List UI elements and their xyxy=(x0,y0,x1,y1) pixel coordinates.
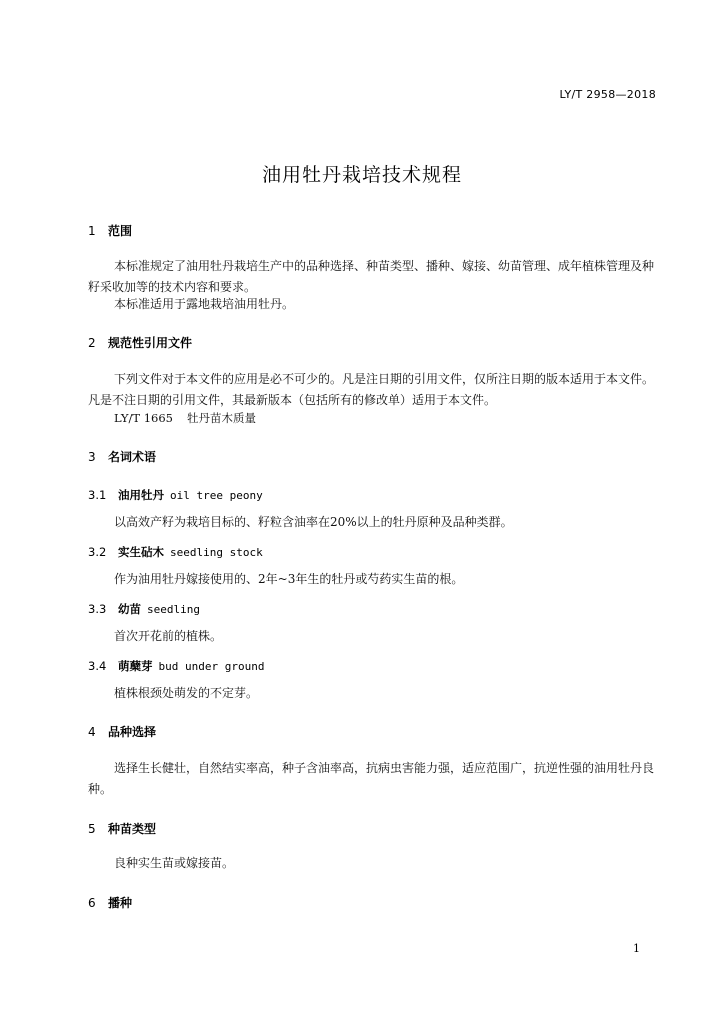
section-number: 2 xyxy=(88,336,96,350)
section-1-paragraph-1: 本标准规定了油用牡丹栽培生产中的品种选择、种苗类型、播种、嫁接、幼苗管理、成年植株管理及种籽采收加等的技术内容和要求。 xyxy=(88,259,655,294)
document-title: 油用牡丹栽培技术规程 xyxy=(261,164,462,186)
section-5-heading xyxy=(88,820,156,837)
reference-code: LY/T 1665 xyxy=(114,411,173,425)
section-4-heading xyxy=(88,723,156,740)
section-5-paragraph-1: 良种实生苗或嫁接苗。 xyxy=(114,856,235,870)
term-chinese: 油用牡丹 xyxy=(118,488,164,502)
term-english: oil tree peony xyxy=(170,489,263,502)
term-heading xyxy=(88,544,263,560)
section-number: 4 xyxy=(88,725,96,739)
section-number: 6 xyxy=(88,896,96,910)
term-definition: 首次开花前的植株。 xyxy=(114,629,223,643)
term-english: seedling xyxy=(147,603,200,616)
term-english: bud under ground xyxy=(158,660,265,673)
normative-reference xyxy=(114,410,256,426)
term-heading xyxy=(88,601,200,617)
term-english: seedling stock xyxy=(170,546,263,559)
section-6-heading xyxy=(88,894,132,911)
term-number: 3.1 xyxy=(88,488,107,502)
section-number: 5 xyxy=(88,822,96,836)
term-chinese: 实生砧木 xyxy=(118,545,164,559)
section-4-paragraph-1: 选择生长健壮，自然结实率高，种子含油率高，抗病虫害能力强，适应范围广，抗逆性强的油用牡丹良种。 xyxy=(88,761,655,796)
section-number: 1 xyxy=(88,224,96,238)
term-definition: 植株根颈处萌发的不定芽。 xyxy=(114,686,259,700)
term-chinese: 萌蘖芽 xyxy=(118,659,153,673)
term-definition: 作为油用牡丹嫁接使用的、2年~3年生的牡丹或芍药实生苗的根。 xyxy=(114,572,464,586)
section-1-paragraph-2: 本标准适用于露地栽培油用牡丹。 xyxy=(114,297,295,311)
section-3-heading xyxy=(88,448,156,465)
section-number: 3 xyxy=(88,450,96,464)
section-title: 范围 xyxy=(108,224,133,238)
section-2-heading xyxy=(88,334,192,351)
term-number: 3.4 xyxy=(88,659,107,673)
term-chinese: 幼苗 xyxy=(118,602,141,616)
term-heading xyxy=(88,658,264,674)
page-number: 1 xyxy=(633,942,640,955)
section-title: 品种选择 xyxy=(108,725,157,739)
standard-code: LY/T 2958—2018 xyxy=(559,88,656,101)
term-definition: 以高效产籽为栽培目标的、籽粒含油率在20%以上的牡丹原种及品种类群。 xyxy=(114,515,513,529)
section-title: 名词术语 xyxy=(108,450,157,464)
term-heading xyxy=(88,487,263,503)
reference-title: 牡丹苗木质量 xyxy=(186,411,256,425)
term-number: 3.2 xyxy=(88,545,107,559)
section-title: 种苗类型 xyxy=(108,822,157,836)
section-title: 播种 xyxy=(108,896,133,910)
section-1-heading xyxy=(88,222,132,239)
term-number: 3.3 xyxy=(88,602,107,616)
section-2-paragraph-1: 下列文件对于本文件的应用是必不可少的。凡是注日期的引用文件，仅所注日期的版本适用于本文件。凡是不注日期的引用文件，其最新版本（包括所有的修改单）适用于本文件。 xyxy=(88,372,655,407)
section-title: 规范性引用文件 xyxy=(108,336,193,350)
